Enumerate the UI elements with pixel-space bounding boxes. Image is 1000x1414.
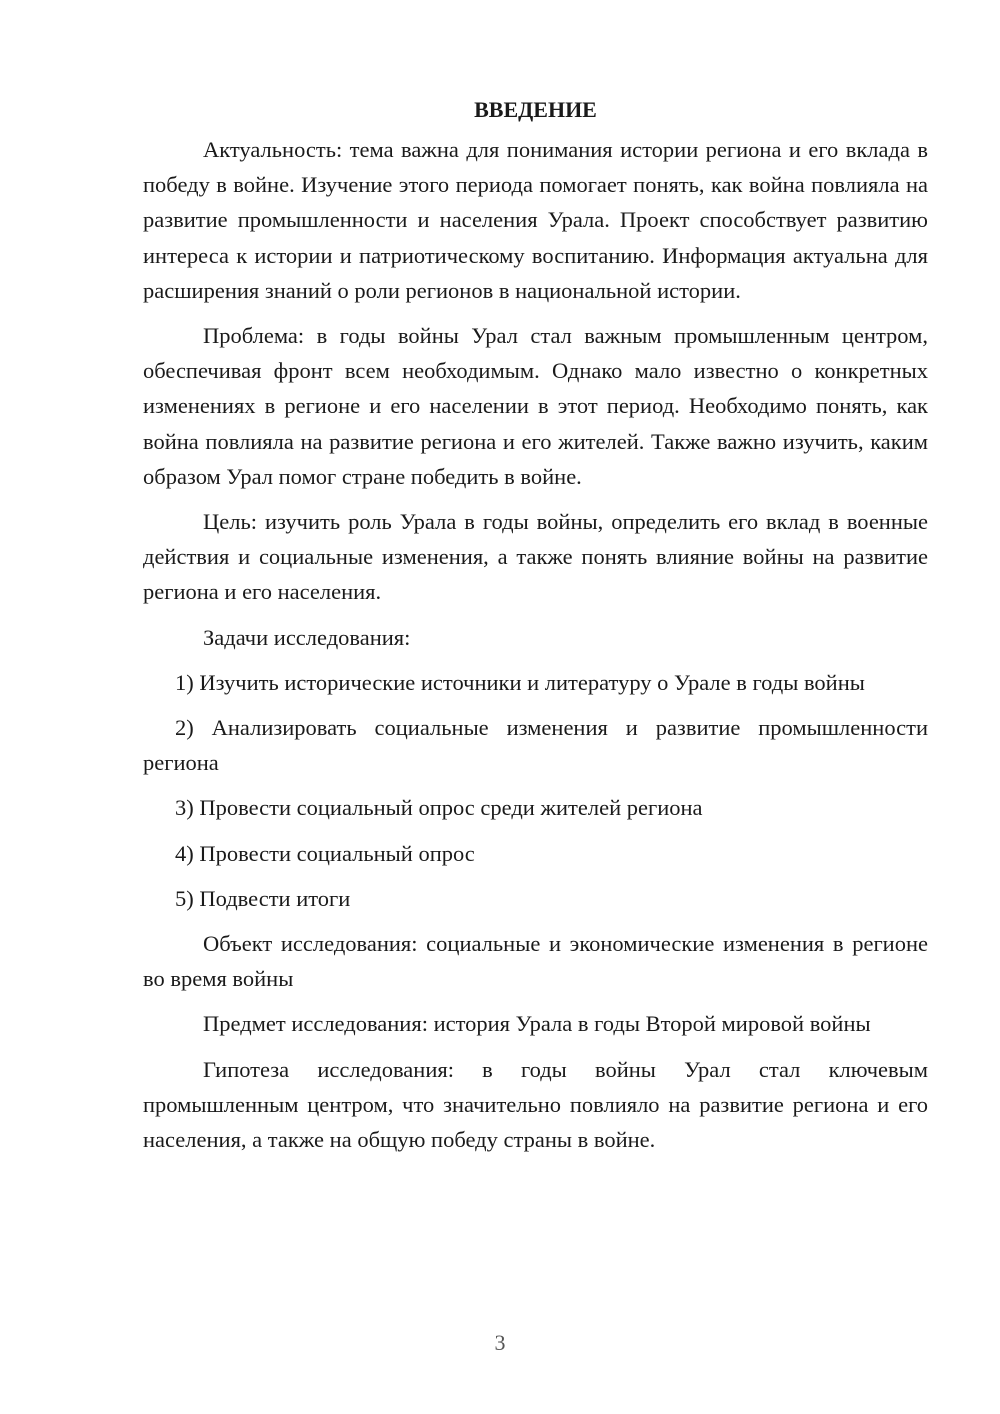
relevance-paragraph: Актуальность: тема важна для понимания истории региона и его вклада в победу в войне. Изучение этого периода помогает понять, как война повлияла на развитие промышленности и населения Урала. Проект способствует развитию интереса к истории и патриотическому воспитанию. Информация актуальна для расширения знаний о роли регионов в национальной истории. — [143, 137, 928, 303]
document-page — [143, 92, 928, 1167]
hypothesis-paragraph: Гипотеза исследования: в годы войны Урал стал ключевым промышленным центром, что значительно повлияло на развитие региона и его населения, а также на общую победу страны в войне. — [143, 1056, 928, 1153]
subject-paragraph: Предмет исследования: история Урала в годы Второй мировой войны — [203, 1011, 871, 1037]
task-item-3: 3) Провести социальный опрос среди жителей региона — [175, 795, 703, 821]
task-item-1: 1) Изучить исторические источники и литературу о Урале в годы войны — [175, 669, 865, 695]
goal-paragraph: Цель: изучить роль Урала в годы войны, определить его вклад в военные действия и социальные изменения, а также понять влияние войны на развитие региона и его населения. — [143, 509, 928, 605]
section-heading: ВВЕДЕНИЕ — [474, 97, 597, 122]
problem-paragraph: Проблема: в годы войны Урал стал важным промышленным центром, обеспечивая фронт всем необходимым. Однако мало известно о конкретных изменениях в регионе и его населении в этот период. Необходимо понять, как война повлияла на развитие региона и его жителей. Также важно изучить, каким образом Урал помог стране победить в войне. — [143, 323, 928, 489]
object-paragraph: Объект исследования: социальные и экономические изменения в регионе во время войны — [143, 931, 928, 992]
task-item-5: 5) Подвести итоги — [175, 885, 351, 911]
task-item-4: 4) Провести социальный опрос — [175, 840, 475, 866]
page-number: 3 — [494, 1330, 506, 1355]
tasks-title: Задачи исследования: — [203, 624, 411, 650]
task-item-2: 2) Анализировать социальные изменения и развитие промышленности региона — [143, 715, 928, 776]
